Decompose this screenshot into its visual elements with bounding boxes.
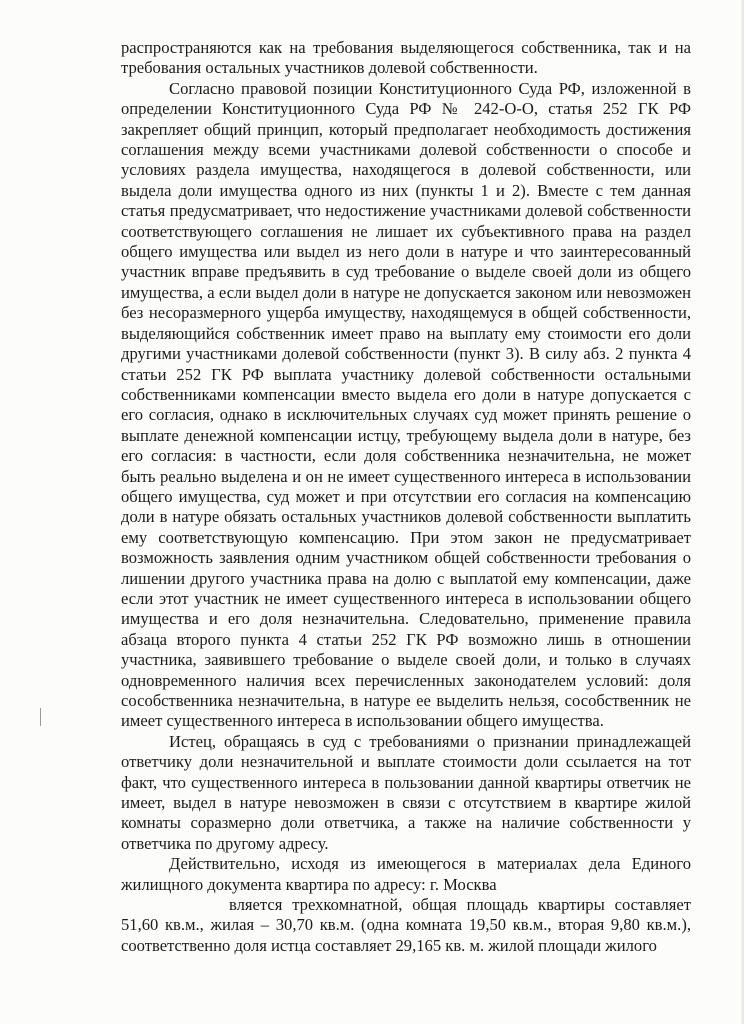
paragraph-continuation: распространяются как на требования выделяющегося собственника, так и на требования остальных участников долевой собственности.	[121, 38, 691, 78]
paragraph-housing-document: Действительно, исходя из имеющегося в материалах дела Единого жилищного документа квартира по адресу: г. Москва	[121, 854, 691, 894]
document-body	[121, 38, 691, 956]
paragraph-plaintiff-claim: Истец, обращаясь в суд с требованиями о признании принадлежащей ответчику доли незначительной и выплате стоимости доли ссылается на тот факт, что существенного интереса в пользовании данной квартиры ответчик не имеет, выдел в натуре невозможен в связи с отсутствием в квартире жилой комнаты соразмерно доли ответчика, а также на наличие собственности у ответчика по другому адресу.	[121, 731, 691, 853]
margin-mark	[40, 708, 41, 726]
paragraph-apartment-area	[121, 895, 691, 956]
apartment-area-text: вляется трехкомнатной, общая площадь квартиры составляет 51,60 кв.м., жилая – 30,70 кв.м. (одна комната 19,50 кв.м., вторая 9,80 кв.м.), соответственно доля истца составляет 29,165 кв. м. жилой площади жилого	[121, 895, 691, 955]
paragraph-constitutional-court: Согласно правовой позиции Конституционного Суда РФ, изложенной в определении Конституционного Суда РФ № 242-О-О, статья 252 ГК РФ закрепляет общий принцип, который предполагает необходимость достижения соглашения между всеми участниками долевой собственности о способе и условиях раздела имущества, находящегося в долевой собственности, или выдела доли имущества одного из них (пункты 1 и 2). Вместе с тем данная статья предусматривает, что недостижение участниками долевой собственности соответствующего соглашения не лишает их субъективного права на раздел общего имущества или выдел из него доли в натуре и что заинтересованный участник вправе предъявить в суд требование о выделе своей доли из общего имущества, а если выдел доли в натуре не допускается законом или невозможен без несоразмерного ущерба имуществу, находящемуся в общей собственности, выделяющийся собственник имеет право на выплату ему стоимости его доли другими участниками долевой собственности (пункт 3). В силу абз. 2 пункта 4 статьи 252 ГК РФ выплата участнику долевой собственности остальными собственниками компенсации вместо выдела его доли в натуре допускается с его согласия, однако в исключительных случаях суд может принять решение о выплате денежной компенсации истцу, требующему выдела доли в натуре, без его согласия: в частности, если доля собственника незначительна, не может быть реально выделена и он не имеет существенного интереса в использовании общего имущества, суд может и при отсутствии его согласия на компенсацию доли в натуре обязать остальных участников долевой собственности выплатить ему соответствующую компенсацию. При этом закон не предусматривает возможность заявления одним участником общей собственности требования о лишении другого участника права на долю с выплатой ему компенсации, даже если этот участник не имеет существенного интереса в использовании общего имущества и его доля незначительна. Следовательно, применение правила абзаца второго пункта 4 статьи 252 ГК РФ возможно лишь в отношении участника, заявившего требование о выделе своей доли, и только в случаях одновременного наличия всех перечисленных законодателем условий: доля сособственника незначительна, в натуре ее выделить нельзя, сособственник не имеет существенного интереса в использовании общего имущества.	[121, 78, 691, 731]
